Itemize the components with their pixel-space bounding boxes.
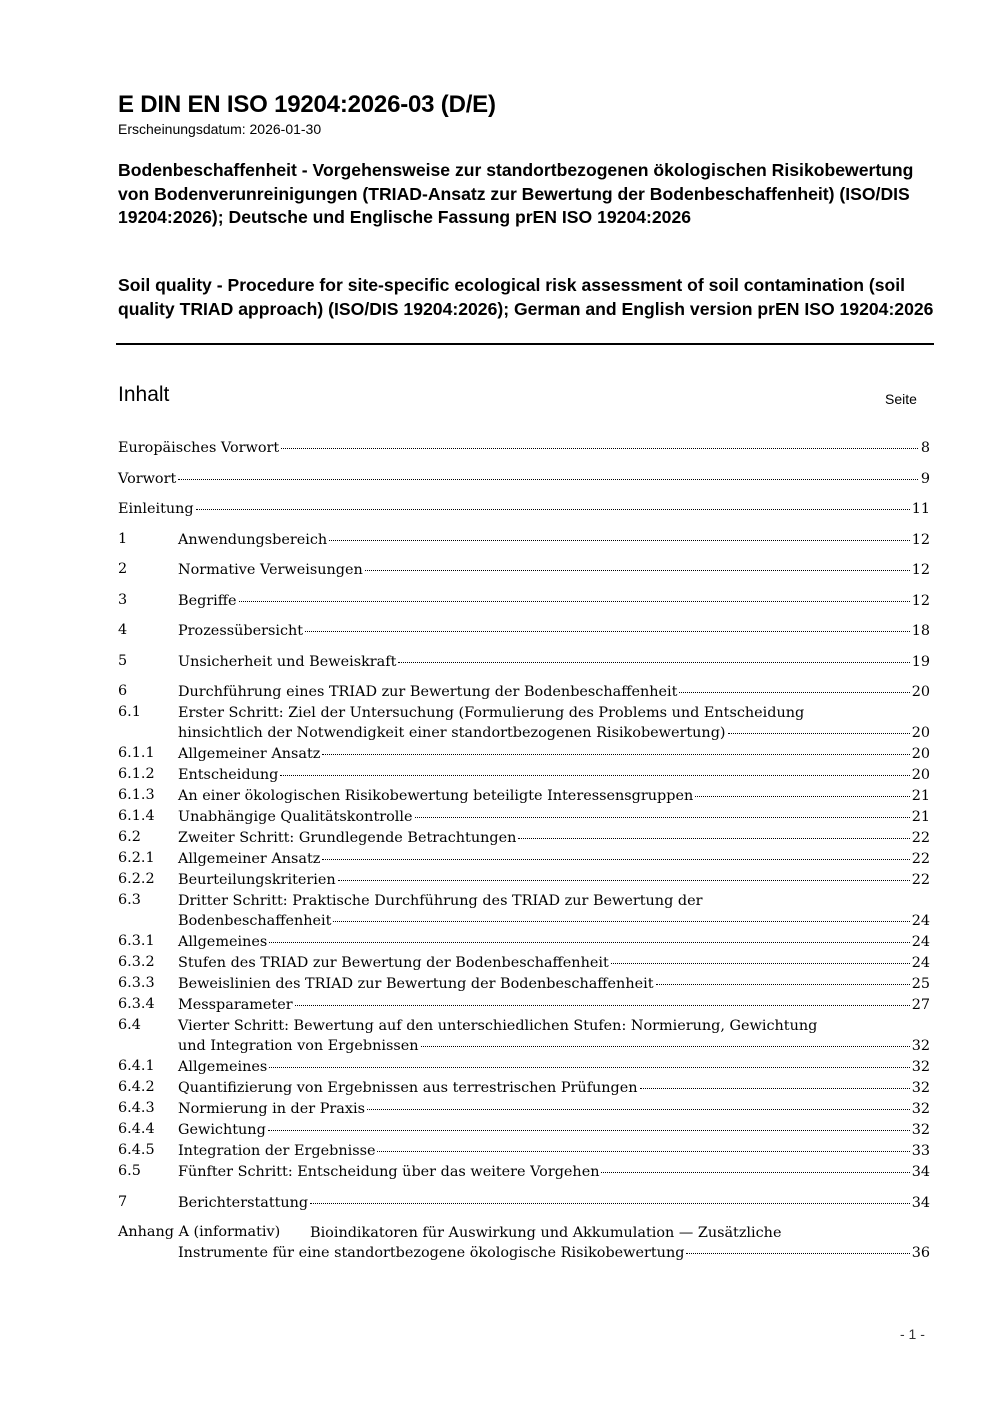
toc-entry-title: Gewichtung xyxy=(178,1122,266,1138)
toc-entry[interactable] xyxy=(118,931,930,952)
toc-entry-page: 22 xyxy=(911,830,930,846)
toc-entry-number: 4 xyxy=(118,622,128,638)
toc-entry-page: 11 xyxy=(911,501,930,517)
toc-entry-page: 22 xyxy=(911,851,930,867)
toc-dot-leader xyxy=(601,1172,909,1173)
toc-entry-number: 6.2 xyxy=(118,829,141,845)
toc-entry[interactable] xyxy=(118,890,930,931)
toc-entry-title-line1: Bioindikatoren für Auswirkung und Akkumulation — Zusätzliche xyxy=(310,1225,782,1241)
toc-dot-leader xyxy=(329,540,910,541)
toc-entry-title: Unsicherheit und Beweiskraft xyxy=(178,653,397,670)
toc-entry-title: Europäisches Vorwort xyxy=(118,440,280,456)
toc-entry-title: Durchführung eines TRIAD zur Bewertung der Bodenbeschaffenheit xyxy=(178,684,678,700)
toc-entry[interactable] xyxy=(118,1098,930,1119)
toc-dot-leader xyxy=(518,838,909,839)
toc-entry-page: 12 xyxy=(911,592,930,609)
title-german: Bodenbeschaffenheit - Vorgehensweise zur standortbezogenen ökologischen Risikobewertung von Bodenverunreinigungen (TRIAD-Ansatz zur Bewertung der Bodenbeschaffenheit) (ISO/DIS 19204:2026); Deutsche und Englische Fassung prEN ISO 19204:2026 xyxy=(118,160,914,227)
toc-entry[interactable] xyxy=(118,806,930,827)
toc-entry-page: 24 xyxy=(911,913,930,929)
toc-entry-title: Messparameter xyxy=(178,997,293,1013)
toc-entry[interactable] xyxy=(118,764,930,785)
toc-entry-title: Begriffe xyxy=(178,592,237,609)
toc-entry[interactable] xyxy=(118,529,930,550)
toc-entry[interactable] xyxy=(118,437,930,458)
toc-entry-number: 6.2.1 xyxy=(118,850,155,866)
toc-dot-leader xyxy=(178,479,918,480)
toc-entry-number: 2 xyxy=(118,561,128,577)
toc-entry-number: 6.3.3 xyxy=(118,975,155,991)
toc-entry-title: Quantifizierung von Ergebnissen aus terrestrischen Prüfungen xyxy=(178,1080,638,1096)
toc-entry-page: 22 xyxy=(911,872,930,888)
toc-entry-number: 6.4.4 xyxy=(118,1121,155,1137)
toc-entry-page: 20 xyxy=(911,767,930,783)
toc-entry[interactable] xyxy=(118,1140,930,1161)
toc-dot-leader xyxy=(679,692,909,693)
toc-entry-number: 6.1.2 xyxy=(118,766,155,782)
toc-entry[interactable] xyxy=(118,1056,930,1077)
toc-entry-number: 6 xyxy=(118,683,128,699)
toc-dot-leader xyxy=(611,963,910,964)
toc-entry-title-line1: Erster Schritt: Ziel der Untersuchung (Formulierung des Problems und Entscheidung xyxy=(178,705,805,721)
toc-dot-leader xyxy=(281,448,918,449)
toc-entry-title: Stufen des TRIAD zur Bewertung der Bodenbeschaffenheit xyxy=(178,955,609,971)
toc-entry[interactable] xyxy=(118,1119,930,1140)
title-english: Soil quality - Procedure for site-specific ecological risk assessment of soil contamination (soil quality TRIAD approach) (ISO/DIS 19204:2026); German and English version prEN ISO 19204:2026 xyxy=(118,275,934,319)
toc-entry-title: Allgemeiner Ansatz xyxy=(178,851,321,867)
toc-entry-page: 33 xyxy=(911,1143,930,1159)
toc-dot-leader xyxy=(269,1067,909,1068)
toc-dot-leader xyxy=(196,509,910,510)
toc-entry-number: 5 xyxy=(118,652,128,669)
toc-dot-leader xyxy=(322,754,909,755)
toc-entry-number: 6.1 xyxy=(118,704,141,720)
toc-entry[interactable] xyxy=(118,681,930,702)
toc-entry-page: 12 xyxy=(911,531,930,548)
toc-entry-page: 24 xyxy=(911,955,930,971)
toc-entry-page: 27 xyxy=(911,997,930,1013)
toc-entry-page: 19 xyxy=(911,653,930,670)
toc-dot-leader xyxy=(280,775,909,776)
toc-entry-title: Bodenbeschaffenheit xyxy=(178,913,332,929)
toc-entry[interactable] xyxy=(118,1192,930,1213)
toc-dot-leader xyxy=(365,570,910,571)
toc-entry-page: 9 xyxy=(920,470,930,487)
toc-entry-title: Beurteilungskriterien xyxy=(178,872,336,888)
toc-entry[interactable] xyxy=(118,952,930,973)
toc-dot-leader xyxy=(728,733,910,734)
toc-entry-number: 6.4.5 xyxy=(118,1142,155,1158)
toc-entry-title: Normative Verweisungen xyxy=(178,562,363,578)
toc-entry-number: 6.3.2 xyxy=(118,954,155,970)
toc-page-column-label: Seite xyxy=(885,391,917,407)
toc-dot-leader xyxy=(695,796,909,797)
toc-entry-title: Zweiter Schritt: Grundlegende Betrachtungen xyxy=(178,830,517,846)
toc-entry-number: 6.4.1 xyxy=(118,1058,155,1074)
toc-entry-page: 21 xyxy=(911,809,930,825)
table-of-contents xyxy=(118,437,930,1263)
toc-entry-title: Allgemeines xyxy=(178,934,268,950)
toc-entry-page: 32 xyxy=(911,1038,930,1054)
toc-entry-page: 34 xyxy=(911,1164,930,1180)
toc-entry[interactable] xyxy=(118,785,930,806)
title-divider xyxy=(116,343,934,345)
toc-entry-page: 18 xyxy=(911,623,930,639)
toc-entry-number: 3 xyxy=(118,591,128,608)
toc-entry-title: An einer ökologischen Risikobewertung beteiligte Interessensgruppen xyxy=(178,788,694,804)
toc-entry[interactable] xyxy=(118,559,930,580)
toc-entry[interactable] xyxy=(118,743,930,764)
toc-entry[interactable] xyxy=(118,848,930,869)
toc-dot-leader xyxy=(310,1203,910,1204)
toc-dot-leader xyxy=(398,662,909,663)
toc-entry-title: Beweislinien des TRIAD zur Bewertung der Bodenbeschaffenheit xyxy=(178,976,654,992)
toc-entry-number: 6.1.1 xyxy=(118,745,155,761)
toc-dot-leader xyxy=(421,1046,910,1047)
toc-dot-leader xyxy=(322,859,909,860)
toc-entry-title: Entscheidung xyxy=(178,767,279,783)
publication-date: Erscheinungsdatum: 2026-01-30 xyxy=(118,121,322,137)
toc-entry-title: Integration der Ergebnisse xyxy=(178,1143,376,1159)
toc-entry[interactable] xyxy=(118,590,930,611)
toc-entry-page: 32 xyxy=(911,1059,930,1075)
toc-dot-leader xyxy=(415,817,910,818)
toc-entry[interactable] xyxy=(118,994,930,1015)
toc-entry-title: Anwendungsbereich xyxy=(178,531,328,548)
toc-dot-leader xyxy=(295,1005,910,1006)
toc-entry-title: Vorwort xyxy=(118,470,177,487)
toc-entry-title: Unabhängige Qualitätskontrolle xyxy=(178,809,413,825)
toc-entry-page: 25 xyxy=(911,976,930,992)
toc-entry-page: 32 xyxy=(911,1122,930,1138)
toc-entry-page: 32 xyxy=(911,1101,930,1117)
toc-entry-page: 20 xyxy=(911,684,930,700)
toc-dot-leader xyxy=(269,942,909,943)
document-id: E DIN EN ISO 19204:2026-03 (D/E) xyxy=(118,91,496,118)
toc-entry[interactable] xyxy=(118,620,930,641)
toc-entry-title: Fünfter Schritt: Entscheidung über das weitere Vorgehen xyxy=(178,1164,600,1180)
toc-entry[interactable] xyxy=(118,973,930,994)
toc-dot-leader xyxy=(686,1253,909,1254)
toc-entry-page: 21 xyxy=(911,788,930,804)
toc-entry[interactable] xyxy=(118,1161,930,1182)
toc-entry-title: Allgemeines xyxy=(178,1059,268,1075)
toc-entry-title: Normierung in der Praxis xyxy=(178,1101,365,1117)
toc-entry-title: Allgemeiner Ansatz xyxy=(178,746,321,762)
toc-entry-number: 6.4 xyxy=(118,1017,141,1033)
toc-entry-page: 20 xyxy=(911,725,930,741)
toc-entry[interactable] xyxy=(118,702,930,743)
toc-entry-number: 1 xyxy=(118,530,128,547)
toc-dot-leader xyxy=(640,1088,910,1089)
toc-entry-title-line1: Vierter Schritt: Bewertung auf den unterschiedlichen Stufen: Normierung, Gewichtung xyxy=(178,1018,818,1034)
toc-entry[interactable] xyxy=(118,651,930,672)
toc-entry[interactable] xyxy=(118,1222,930,1263)
toc-entry[interactable] xyxy=(118,827,930,848)
toc-entry-number: 6.2.2 xyxy=(118,871,155,887)
toc-dot-leader xyxy=(239,601,910,602)
toc-entry-title-line1: Dritter Schritt: Praktische Durchführung des TRIAD zur Bewertung der xyxy=(178,893,703,909)
toc-entry-number: 6.4.2 xyxy=(118,1079,155,1095)
toc-entry-number: 6.3.4 xyxy=(118,996,155,1012)
toc-entry-number: 6.5 xyxy=(118,1163,141,1179)
toc-entry-title: Berichterstattung xyxy=(178,1194,309,1211)
toc-dot-leader xyxy=(338,880,910,881)
toc-dot-leader xyxy=(333,921,909,922)
toc-entry-page: 8 xyxy=(920,440,930,456)
toc-dot-leader xyxy=(268,1130,910,1131)
toc-entry-title: Instrumente für eine standortbezogene ökologische Risikobewertung xyxy=(178,1245,685,1261)
toc-entry[interactable] xyxy=(118,1015,930,1056)
toc-dot-leader xyxy=(377,1151,909,1152)
toc-entry-number: 6.1.4 xyxy=(118,808,155,824)
toc-entry-page: 24 xyxy=(911,934,930,950)
toc-entry-number: 7 xyxy=(118,1193,128,1210)
toc-entry-page: 32 xyxy=(911,1080,930,1096)
toc-entry-page: 34 xyxy=(911,1194,930,1211)
toc-dot-leader xyxy=(656,984,910,985)
toc-entry[interactable] xyxy=(118,1077,930,1098)
toc-entry-title: hinsichtlich der Notwendigkeit einer standortbezogenen Risikobewertung) xyxy=(178,725,726,741)
toc-dot-leader xyxy=(305,631,910,632)
toc-entry-title: Einleitung xyxy=(118,501,194,517)
toc-entry-page: 12 xyxy=(911,562,930,578)
toc-entry-page: 36 xyxy=(911,1245,930,1261)
toc-entry-title: und Integration von Ergebnissen xyxy=(178,1038,419,1054)
toc-dot-leader xyxy=(367,1109,910,1110)
toc-entry-number: 6.1.3 xyxy=(118,787,155,803)
toc-entry-number: 6.3 xyxy=(118,892,141,908)
toc-entry-number: Anhang A (informativ) xyxy=(118,1224,281,1240)
toc-entry-page: 20 xyxy=(911,746,930,762)
toc-entry-title: Prozessübersicht xyxy=(178,623,304,639)
toc-entry-number: 6.3.1 xyxy=(118,933,155,949)
toc-entry[interactable] xyxy=(118,869,930,890)
page-number: - 1 - xyxy=(900,1326,925,1342)
toc-heading: Inhalt xyxy=(118,383,170,406)
toc-entry-number: 6.4.3 xyxy=(118,1100,155,1116)
toc-entry[interactable] xyxy=(118,498,930,519)
toc-entry[interactable] xyxy=(118,468,930,489)
